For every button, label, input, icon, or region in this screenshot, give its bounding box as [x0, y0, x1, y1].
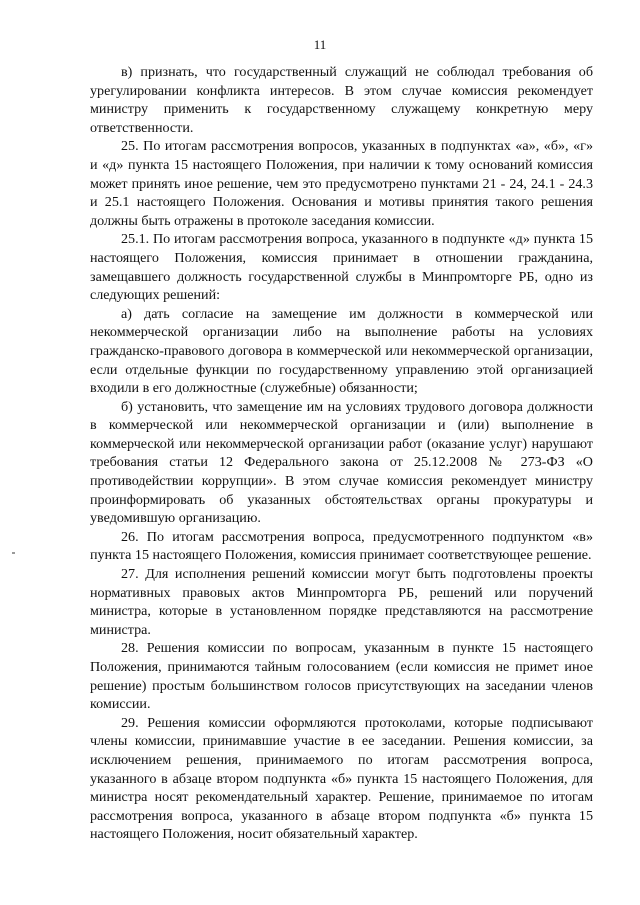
paragraph-item-a: а) дать согласие на замещение им должности в коммерческой или некоммерческой организации либо на выполнение работы на условиях гражданско-правового договора в коммерческой или некоммерческой организации, если отдельные функции по государственному управлению этой организацией входили в его должностные (служебные) обязанности;: [90, 305, 593, 397]
paragraph-29: 29. Решения комиссии оформляются протоколами, которые подписывают члены комиссии, принимавшие участие в ее заседании. Решения комиссии, за исключением решения, принимаемого по итогам рассмотрения вопроса, указанного в абзаце втором подпункта «б» пункта 15 настоящего Положения, для министра носят рекомендательный характер. Решение, принимаемое по итогам рассмотрения вопроса, указанного в абзаце втором подпункта «б» пункта 15 настоящего Положения, носит обязательный характер.: [90, 714, 593, 843]
paragraph-26: 26. По итогам рассмотрения вопроса, предусмотренного подпунктом «в» пункта 15 настоящего Положения, комиссия принимает соответствующее решение.: [90, 528, 593, 564]
paragraph-25: 25. По итогам рассмотрения вопросов, указанных в подпунктах «а», «б», «г» и «д» пункта 15 настоящего Положения, при наличии к тому оснований комиссия может принять иное решение, чем это предусмотрено пунктами 21 - 24, 24.1 - 24.3 и 25.1 настоящего Положения. Основания и мотивы принятия такого решения должны быть отражены в протоколе заседания комиссии.: [90, 138, 593, 229]
paragraph-28: 28. Решения комиссии по вопросам, указанным в пункте 15 настоящего Положения, принимаются тайным голосованием (если комиссия не примет иное решение) простым большинством голосов присутствующих на заседании членов комиссии.: [90, 640, 593, 713]
paragraph-item-v: в) признать, что государственный служащий не соблюдал требования об урегулировании конфликта интересов. В этом случае комиссия рекомендует министру применить к государственному служащему конкретную меру ответственности.: [90, 64, 593, 136]
document-body: [90, 63, 593, 844]
paragraph-27: 27. Для исполнения решений комиссии могут быть подготовлены проекты нормативных правовых актов Минпромторга РБ, решений или поручений министра, которые в установленном порядке представляются на рассмотрение министра.: [90, 566, 593, 638]
paragraph-item-b: б) установить, что замещение им на условиях трудового договора должности в коммерческой или некоммерческой организации и (или) выполнение в коммерческой или некоммерческой организации работ (оказание услуг) нарушают требования статьи 12 Федерального закона от 25.12.2008 № 273-ФЗ «О противодействии коррупции». В этом случае комиссия рекомендует министру проинформировать об указанных обстоятельствах органы прокуратуры и уведомившую организацию.: [90, 398, 593, 527]
scan-speck: [12, 552, 15, 554]
paragraph-25-1: 25.1. По итогам рассмотрения вопроса, указанного в подпункте «д» пункта 15 настоящего Положения, комиссия принимает в отношении гражданина, замещавшего должность государственной службы в Минпромторге РБ, одно из следующих решений:: [90, 231, 593, 304]
page-number: 11: [313, 37, 327, 52]
